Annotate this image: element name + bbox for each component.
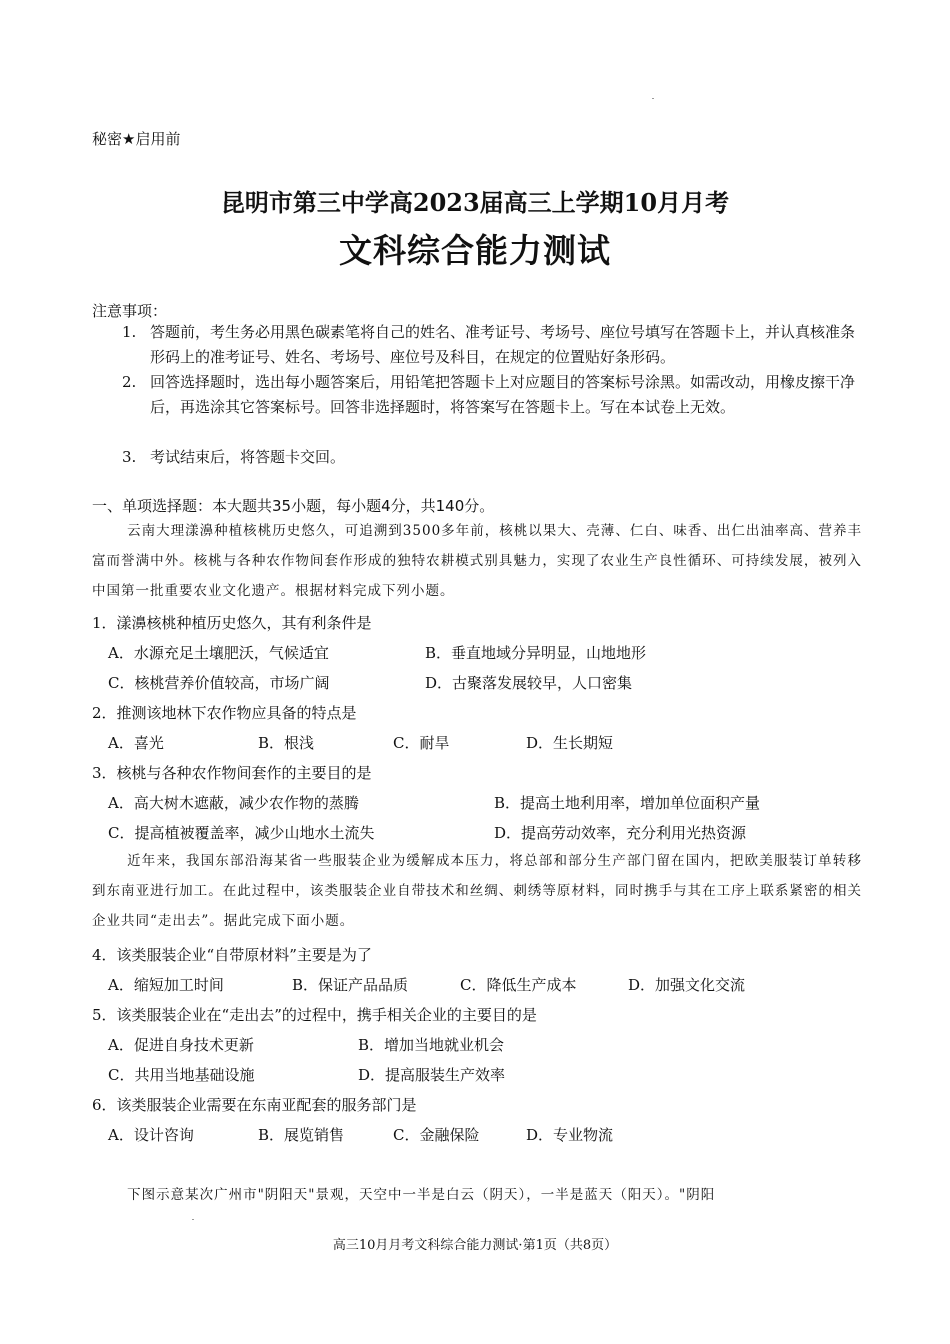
answer-option: A．设计咨询 [108, 1126, 194, 1144]
reading-passage [92, 846, 862, 936]
notice-item [122, 445, 862, 470]
answer-option: C．降低生产成本 [460, 976, 577, 994]
answer-option: A．水源充足土壤肥沃，气候适宜 [108, 644, 329, 662]
notice-heading: 注意事项： [92, 302, 168, 320]
answer-option: D．专业物流 [526, 1126, 614, 1144]
answer-option: C．金融保险 [393, 1126, 480, 1144]
page-footer: 高三10月月考文科综合能力测试·第1页（共8页） [332, 1238, 618, 1253]
notice-item-text: 答题前，考生务必用黑色碳素笔将自己的姓名、准考证号、考场号、座位号填写在答题卡上，并认真核准条形码上的准考证号、姓名、考场号、座位号及科目，在规定的位置贴好条形码。 [150, 323, 856, 366]
reading-passage [92, 1180, 862, 1210]
answer-option: B．增加当地就业机会 [358, 1036, 505, 1054]
question-stem: 5．该类服装企业在“走出去”的过程中，携手相关企业的主要目的是 [92, 1006, 537, 1024]
question-stem: 6．该类服装企业需要在东南亚配套的服务部门是 [92, 1096, 417, 1114]
notice-item-text: 考试结束后，将答题卡交回。 [150, 448, 346, 466]
scan-speck [652, 98, 654, 99]
answer-option: A．喜光 [108, 734, 164, 752]
notice-item-number: 2. [122, 373, 137, 391]
answer-option: C．共用当地基础设施 [108, 1066, 255, 1084]
exam-subtitle: 文科综合能力测试 [339, 231, 611, 270]
answer-option: B．提高土地利用率，增加单位面积产量 [494, 794, 761, 812]
confidential-label: 秘密★启用前 [92, 130, 181, 148]
scan-speck [192, 1219, 194, 1220]
answer-option: B．根浅 [258, 734, 315, 752]
answer-option: B．垂直地域分异明显，山地地形 [425, 644, 647, 662]
question-stem: 3．核桃与各种农作物间套作的主要目的是 [92, 764, 372, 782]
reading-passage [92, 516, 862, 606]
answer-option: D．加强文化交流 [628, 976, 746, 994]
notice-item-number: 3. [122, 448, 137, 466]
question-stem: 1．漾濞核桃种植历史悠久，其有利条件是 [92, 614, 372, 632]
answer-option: A．缩短加工时间 [108, 976, 224, 994]
question-stem: 4．该类服装企业“自带原材料”主要是为了 [92, 946, 372, 964]
answer-option: D．提高服装生产效率 [358, 1066, 506, 1084]
section-heading: 一、单项选择题：本大题共35小题，每小题4分，共140分。 [92, 497, 495, 515]
answer-option: D．古聚落发展较早，人口密集 [425, 674, 633, 692]
passage-text: 云南大理漾濞种植核桃历史悠久，可追溯到3500多年前，核桃以果大、壳薄、仁白、味香、出仁出油率高、营养丰富而誉满中外。核桃与各种农作物间套作形成的独特农耕模式别具魅力，实现了农业生产良性循环、可持续发展，被列入中国第一批重要农业文化遗产。根据材料完成下列小题。 [92, 523, 862, 599]
question-stem: 2．推测该地林下农作物应具备的特点是 [92, 704, 357, 722]
answer-option: D．提高劳动效率，充分利用光热资源 [494, 824, 747, 842]
notice-item-text: 回答选择题时，选出每小题答案后，用铅笔把答题卡上对应题目的答案标号涂黑。如需改动，用橡皮擦干净后，再选涂其它答案标号。回答非选择题时，将答案写在答题卡上。写在本试卷上无效。 [150, 373, 856, 416]
answer-option: B．展览销售 [258, 1126, 345, 1144]
notice-item [122, 320, 862, 370]
answer-option: A．高大树木遮蔽，减少农作物的蒸腾 [108, 794, 359, 812]
answer-option: C．耐旱 [393, 734, 450, 752]
passage-text: 下图示意某次广州市"阴阳天"景观，天空中一半是白云（阴天），一半是蓝天（阳天）。"阴阳 [127, 1187, 716, 1203]
exam-title: 昆明市第三中学高2023届高三上学期10月月考 [220, 188, 730, 217]
answer-option: C．提高植被覆盖率，减少山地水土流失 [108, 824, 375, 842]
notice-item-number: 1. [122, 323, 137, 341]
answer-option: C．核桃营养价值较高，市场广阔 [108, 674, 330, 692]
answer-option: D．生长期短 [526, 734, 614, 752]
passage-text: 近年来，我国东部沿海某省一些服装企业为缓解成本压力，将总部和部分生产部门留在国内，把欧美服装订单转移到东南亚进行加工。在此过程中，该类服装企业自带技术和丝绸、刺绣等原材料，同时携手与其在工序上联系紧密的相关企业共同“走出去”。据此完成下面小题。 [92, 853, 862, 929]
notice-item [122, 370, 862, 420]
answer-option: B．保证产品品质 [292, 976, 409, 994]
answer-option: A．促进自身技术更新 [108, 1036, 254, 1054]
